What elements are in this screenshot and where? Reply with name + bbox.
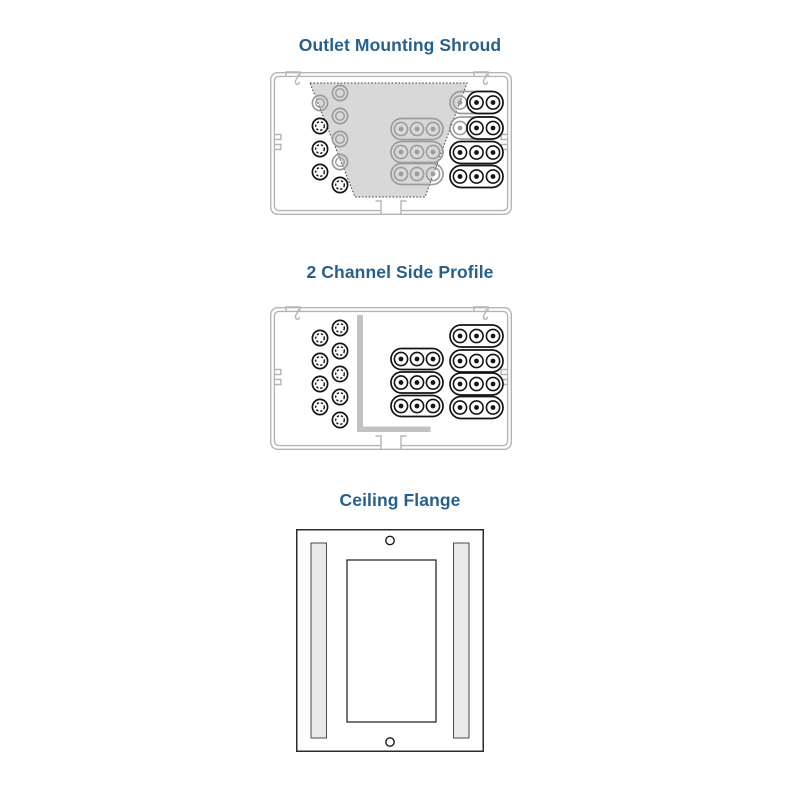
figure-title-outlet-mounting-shroud: Outlet Mounting Shroud [298,35,502,55]
flange-opening [347,560,436,722]
connector-pill [467,92,503,114]
figure-title-ceiling-flange: Ceiling Flange [339,490,461,510]
terminal-ring [312,141,327,156]
terminal-ring [332,389,347,404]
terminal-ring [332,412,347,427]
mounting-hole-bottom [386,738,394,746]
terminal-ring [312,118,327,133]
terminal-ring [332,177,347,192]
outlet-mounting-shroud-diagram [268,70,514,217]
terminal-ring [312,376,327,391]
mounting-hole-top [386,536,394,544]
side-clip-left [274,370,281,385]
clip-hook-curl-right [483,309,487,319]
flange-slot-left [311,543,327,738]
terminal-ring [332,320,347,335]
terminal-ring [332,366,347,381]
terminal-ring [312,164,327,179]
figure-title-2-channel-side-profile: 2 Channel Side Profile [306,262,494,282]
terminals-and-connectors [312,320,503,427]
clip-hook-curl-left [295,74,299,84]
terminal-ring [332,343,347,358]
flange-slot-right [454,543,470,738]
two-channel-side-profile-diagram [268,305,514,452]
terminal-ring [312,353,327,368]
side-clip-left [274,135,281,150]
connector-pill [467,117,503,139]
terminal-ring [312,330,327,345]
clip-hook-curl-right [483,74,487,84]
connector-port [453,121,466,134]
clip-hook-curl-left [295,309,299,319]
ceiling-flange-diagram [294,527,486,754]
terminal-ring [312,399,327,414]
